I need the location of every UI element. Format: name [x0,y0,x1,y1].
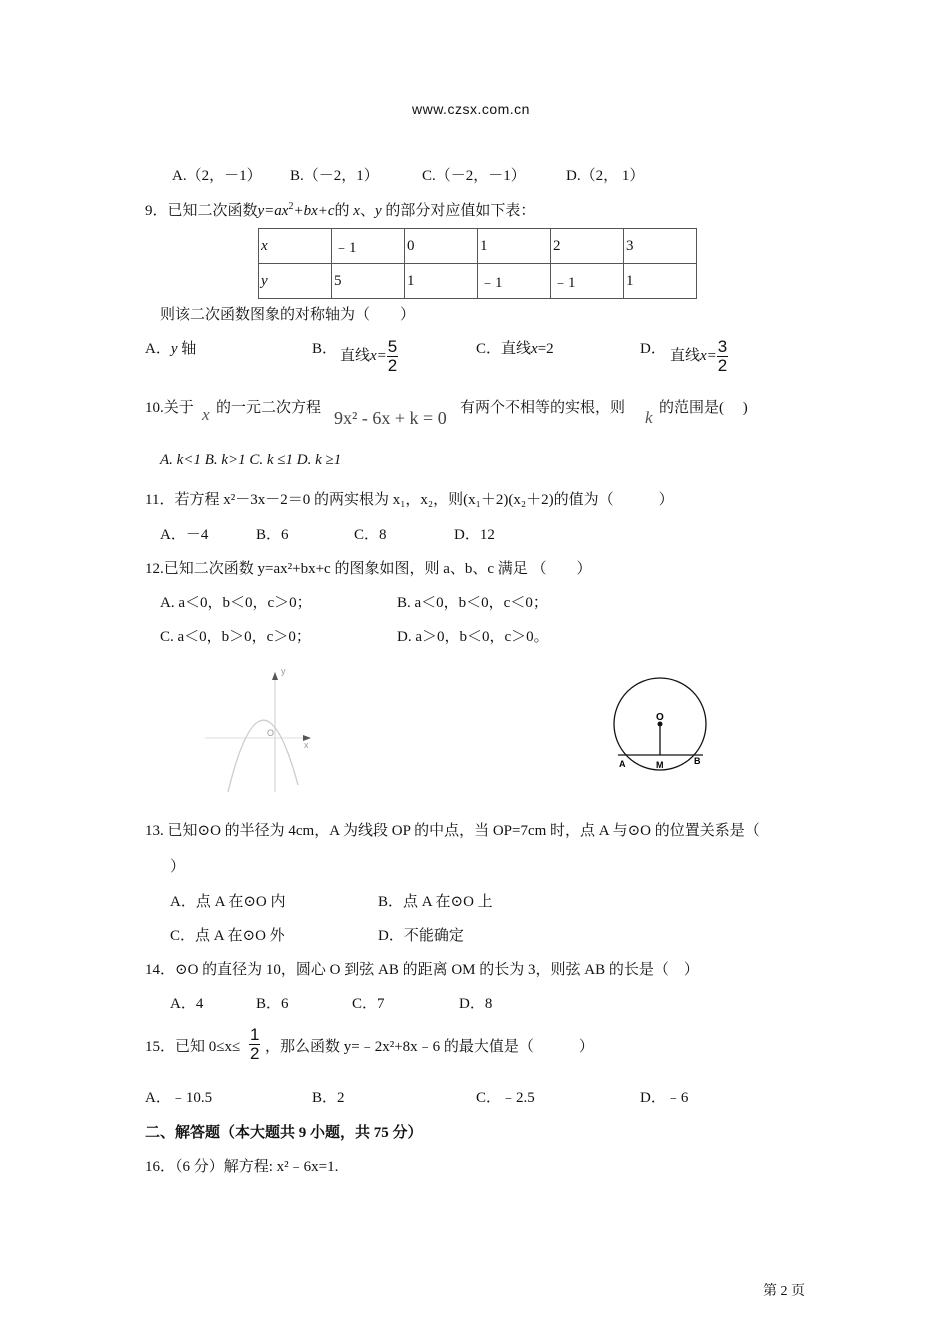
table-cell: ﹣1 [478,264,551,299]
table-row-x [259,229,697,264]
section-title: 二、解答题（本大题共 9 小题，共 75 分） [145,1125,423,1141]
table-cell: 1 [624,264,697,299]
q12-option-a: A. a＜0，b＜0，c＞0； [160,595,312,611]
q9-stem: 9．已知二次函数$y=ax^2+bx+c$的 x、y 的部分对应值如下表： [145,201,536,219]
q10-var-k: k [645,408,653,427]
q8-option-d: D.（2， 1） [566,168,645,184]
q13-option-c: C．点 A 在⊙O 外 [170,928,285,944]
q15-option-c: C．﹣2.5 [476,1090,535,1106]
parabola-graph [200,660,330,795]
q9-option-d: 直线x= $\frac{3}{2}$ [670,337,728,375]
q10-prefix: 10.关于 [145,400,194,416]
q10-equation: 9x² - 6x + k = 0 [334,408,447,428]
q13-option-d: D．不能确定 [378,928,464,944]
table-cell: 0 [405,229,478,264]
fraction: $\frac{5}{2}$ [387,337,398,375]
q9-option-c: C．直线x=2 [476,341,554,357]
q11-option-a: A．－4 [160,527,209,543]
q13-stem: 13. 已知⊙O 的半径为 4cm，A 为线段 OP 的中点，当 OP=7cm 时，点 A 与⊙O 的位置关系是（ [145,823,760,839]
table-row-y [259,264,697,299]
q9-question: 则该二次函数图象的对称轴为（ ） [160,307,416,323]
q16-text: 16．（6 分）解方程: x²﹣6x=1. [145,1159,339,1175]
q10-suffix: 有两个不相等的实根，则 [460,400,626,416]
y-axis-arrow [272,672,278,680]
circle-label-b: B [694,756,701,766]
q12-option-d: D. a＞0，b＜0，c＞0。 [397,629,549,645]
q11-option-d: D．12 [454,527,495,543]
q14-option-a: A．4 [170,996,204,1012]
q15-option-a: A．﹣10.5 [145,1090,213,1106]
circle-label-o: O [656,712,664,723]
table-cell: 1 [405,264,478,299]
q9-value-table [258,228,697,299]
q14-option-b: B．6 [256,996,289,1012]
q14-option-c: C．7 [352,996,385,1012]
q8-option-b: B.（－2，1） [290,168,379,184]
q9-option-b-label: B． [312,341,338,357]
q14-option-d: D．8 [459,996,493,1012]
table-cell: 3 [624,229,697,264]
q12-option-c: C. a＜0，b＞0，c＞0； [160,629,311,645]
q11-option-b: B．6 [256,527,289,543]
q9-option-d-label: D． [640,341,666,357]
table-cell: ﹣1 [332,229,405,264]
q8-option-c: C.（－2，－1） [422,168,526,184]
q15-option-d: D．﹣6 [640,1090,689,1106]
q11-stem: 11．若方程 x²－3x－2＝0 的两实根为 x₁，x₂，则(x₁＋2)(x₂＋2)的值为（ ） [145,492,674,508]
q15-prefix: 15．已知 0≤x≤ [145,1039,241,1055]
table-cell: ﹣1 [551,264,624,299]
graph-label-y: y [281,666,286,676]
q15-suffix: ，那么函数 y=﹣2x²+8x﹣6 的最大值是（ ） [265,1039,594,1055]
circle-label-a: A [619,759,626,769]
q15-fraction: $\frac{1}{2}$ [250,1025,260,1063]
page-number: 第 2 页 [763,1284,805,1299]
q10-options: A. k<1 B. k>1 C. k ≤1 D. k ≥1 [160,452,342,468]
q11-option-c: C．8 [354,527,387,543]
graph-label-x: x [304,740,309,750]
circle-label-m: M [656,760,664,770]
q9-option-a: A．y 轴 [145,341,197,357]
q10-middle: 的一元二次方程 [216,400,322,416]
q13-stem-end: ） [170,859,186,875]
table-cell: y [259,264,332,299]
circle-figure [612,676,710,774]
q12-option-b: B. a＜0，b＜0，c＜0； [397,595,548,611]
fraction: $\frac{3}{2}$ [717,337,728,375]
q12-stem: 12.已知二次函数 y=ax²+bx+c 的图象如图，则 a、b、c 满足 （ ） [145,561,592,577]
q15-option-b: B．2 [312,1090,345,1106]
q14-stem: 14．⊙O 的直径为 10，圆心 O 到弦 AB 的距离 OM 的长为 3，则弦 AB 的长是（ ） [145,962,699,978]
table-cell: 1 [478,229,551,264]
q13-option-a: A．点 A 在⊙O 内 [170,894,286,910]
parabola-curve [228,720,298,792]
q9-option-b: 直线x= $\frac{5}{2}$ [340,337,398,375]
table-cell: 2 [551,229,624,264]
q13-option-b: B．点 A 在⊙O 上 [378,894,493,910]
q10-tail: 的范围是( ) [659,400,748,416]
site-header: www.czsx.com.cn [412,101,530,117]
table-cell: x [259,229,332,264]
table-cell: 5 [332,264,405,299]
q10-var-x: x [202,405,210,424]
q8-option-a: A.（2，－1） [172,168,262,184]
graph-label-o: O [267,728,275,738]
